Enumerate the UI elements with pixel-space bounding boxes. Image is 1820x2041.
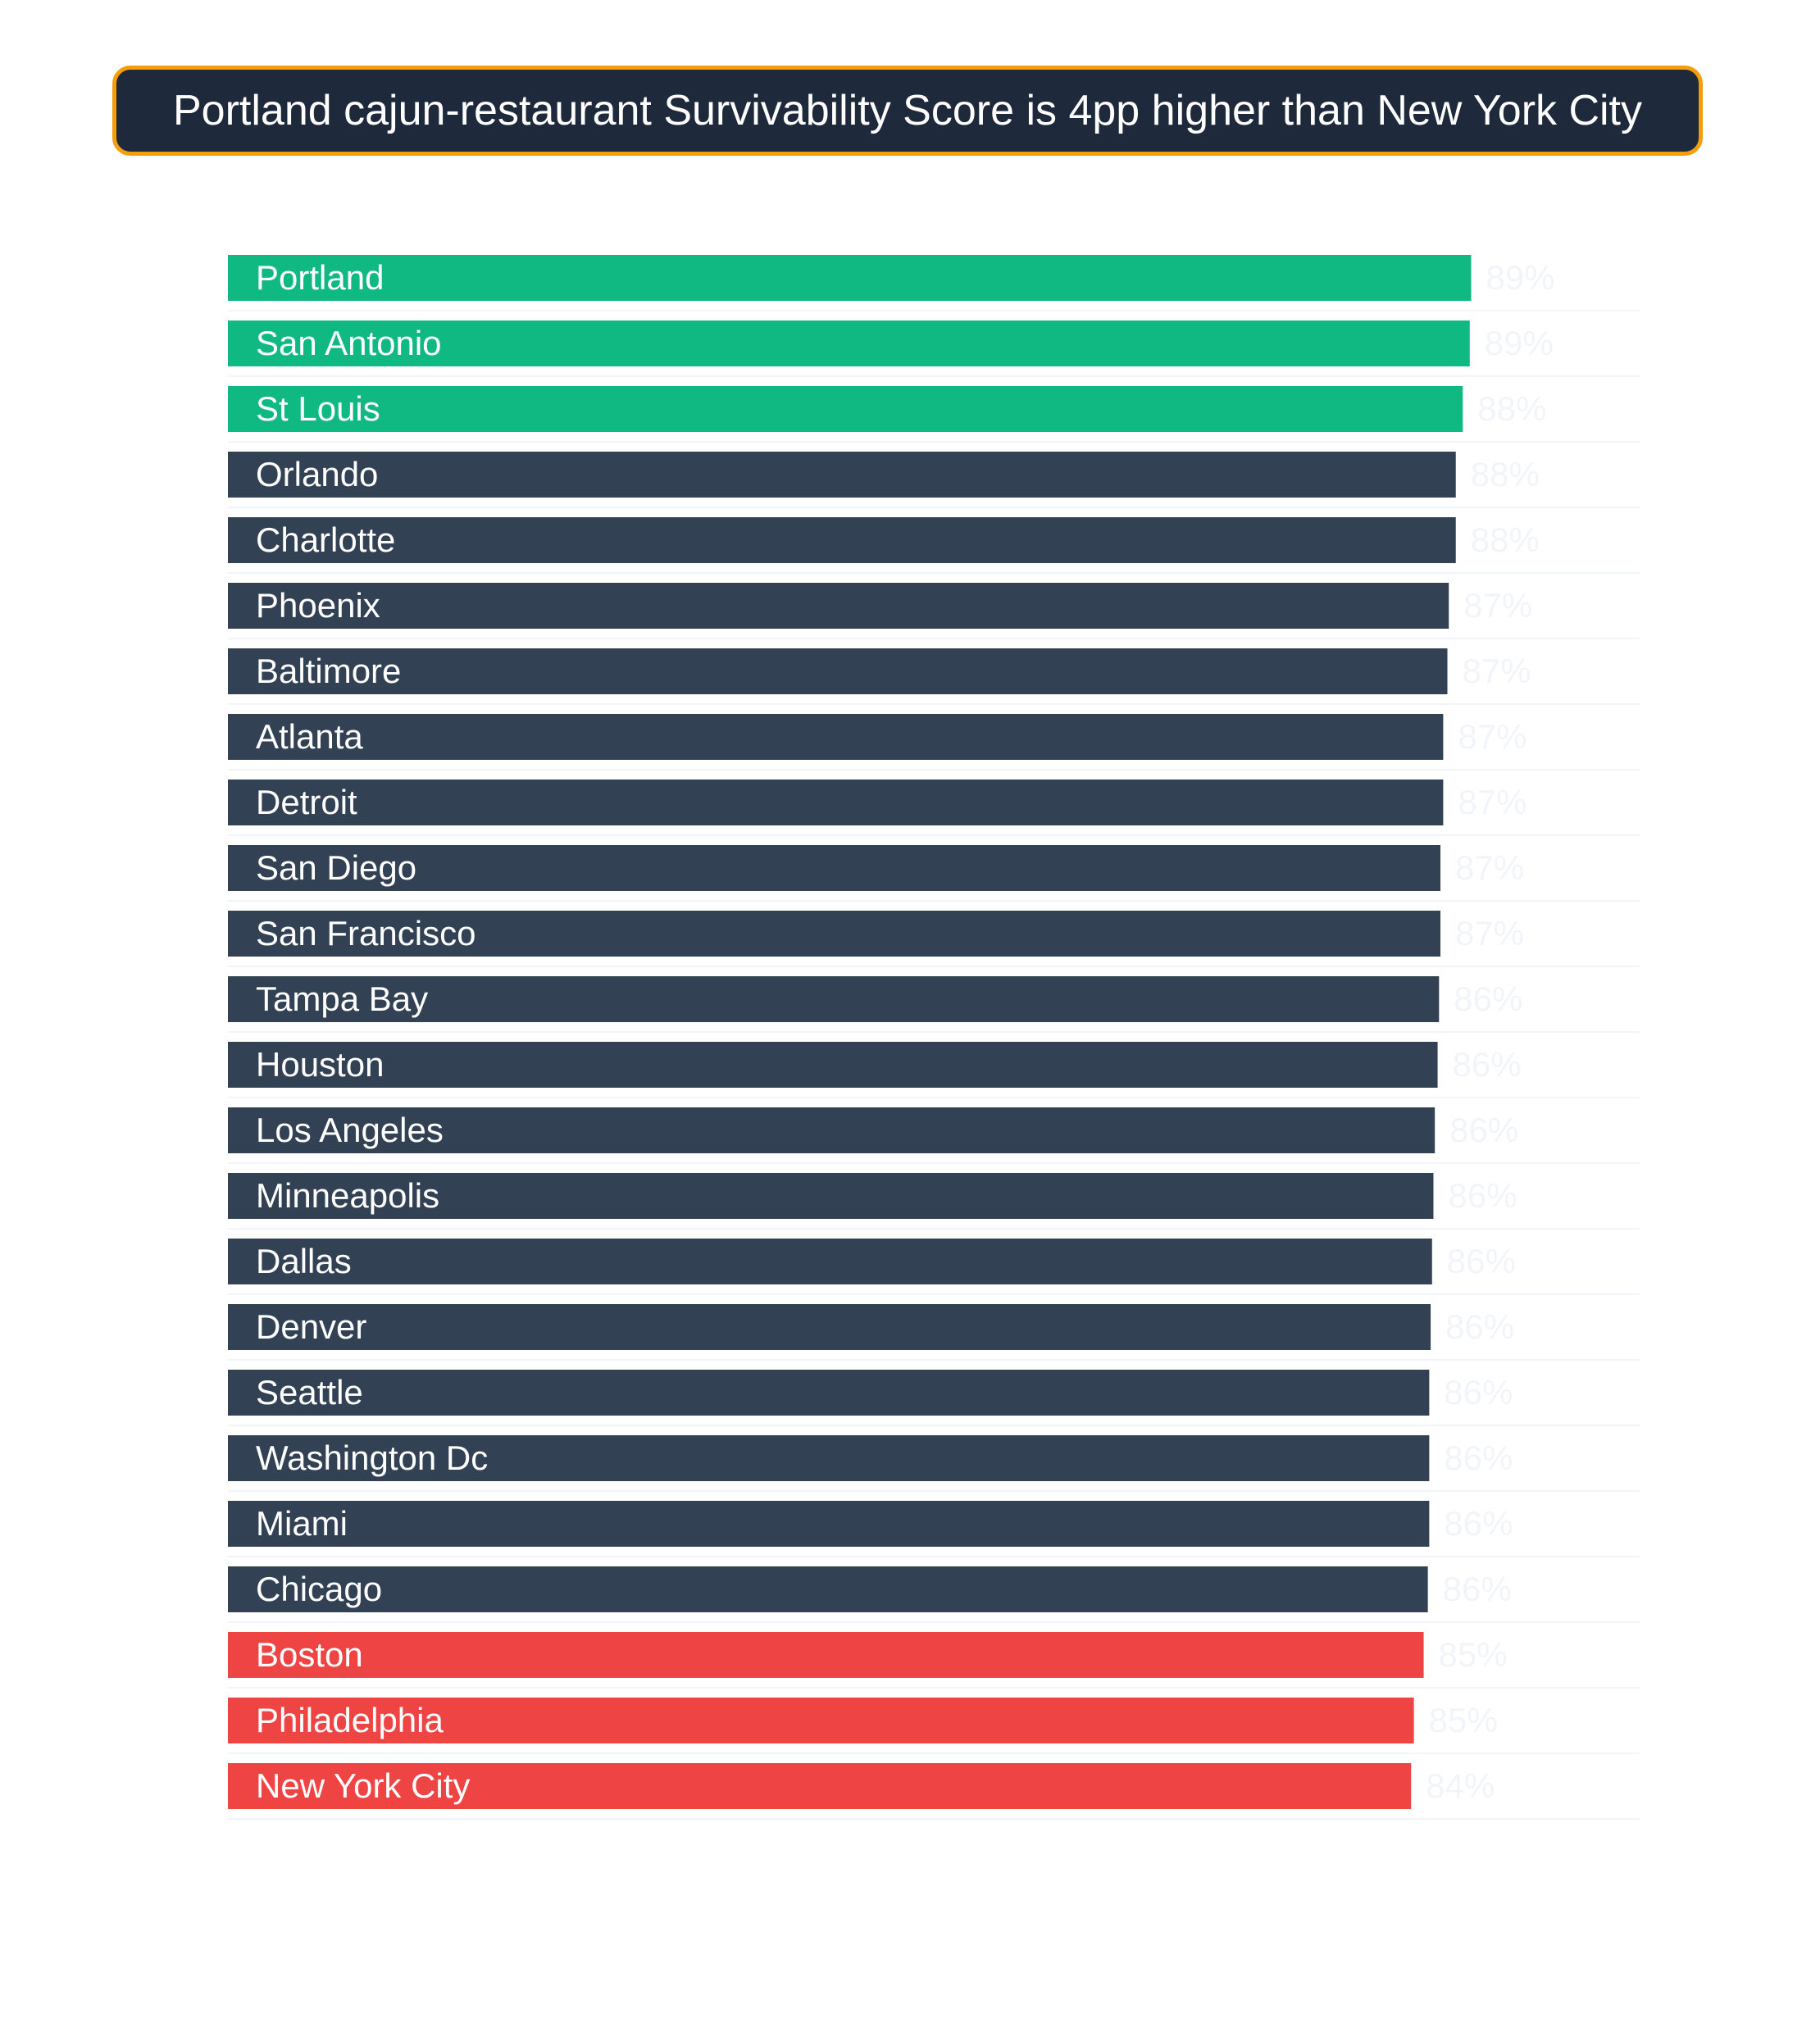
bar bbox=[228, 714, 1443, 760]
bar bbox=[228, 780, 1443, 825]
bar-value-label: 87% bbox=[1454, 914, 1525, 952]
bar-category-label: San Diego bbox=[256, 848, 417, 887]
bar-value-label: 86% bbox=[1442, 1570, 1512, 1608]
bar-category-label: Chicago bbox=[256, 1570, 383, 1608]
bar-category-label: Miami bbox=[256, 1504, 348, 1543]
bar-value-label: 87% bbox=[1462, 652, 1531, 690]
chart-title: Portland cajun-restaurant Survivability Score is 4pp higher than New York City bbox=[172, 87, 1643, 134]
bar bbox=[228, 255, 1471, 301]
bar bbox=[228, 1632, 1424, 1678]
bar bbox=[228, 1239, 1432, 1284]
bar-category-label: Orlando bbox=[256, 455, 379, 493]
bar-category-label: St Louis bbox=[256, 389, 380, 428]
bar-value-label: 86% bbox=[1444, 1373, 1513, 1411]
bar-value-label: 86% bbox=[1454, 980, 1523, 1018]
bar-category-label: Tampa Bay bbox=[256, 980, 429, 1018]
bar-category-label: Dallas bbox=[256, 1242, 352, 1280]
bar-value-label: 89% bbox=[1486, 258, 1555, 297]
bar-value-label: 88% bbox=[1477, 389, 1547, 428]
bar-value-label: 87% bbox=[1454, 848, 1525, 887]
bar-value-label: 86% bbox=[1452, 1045, 1522, 1084]
bar-value-label: 87% bbox=[1463, 586, 1533, 625]
bar-category-label: Boston bbox=[256, 1635, 363, 1674]
bar-value-label: 84% bbox=[1426, 1766, 1495, 1805]
bar-value-label: 86% bbox=[1444, 1439, 1513, 1477]
bar-value-label: 87% bbox=[1458, 783, 1527, 821]
bar-category-label: Atlanta bbox=[256, 717, 363, 756]
bar-category-label: Philadelphia bbox=[256, 1701, 444, 1739]
bar-value-label: 86% bbox=[1446, 1242, 1516, 1280]
bar-category-label: Seattle bbox=[256, 1373, 363, 1411]
bar-category-label: San Francisco bbox=[256, 914, 476, 952]
bar-value-label: 86% bbox=[1448, 1176, 1517, 1215]
bar bbox=[228, 452, 1456, 498]
bar-value-label: 88% bbox=[1470, 520, 1540, 559]
bar-category-label: Denver bbox=[256, 1307, 367, 1346]
bar bbox=[228, 1566, 1428, 1612]
bar-category-label: Detroit bbox=[256, 783, 357, 821]
bar-category-label: Phoenix bbox=[256, 586, 380, 625]
bar-value-label: 87% bbox=[1458, 717, 1527, 756]
bar-value-label: 86% bbox=[1445, 1307, 1515, 1346]
bar-value-label: 86% bbox=[1444, 1504, 1513, 1543]
bar-category-label: Washington Dc bbox=[256, 1439, 489, 1477]
bar-value-label: 85% bbox=[1428, 1701, 1498, 1739]
bar-category-label: Los Angeles bbox=[256, 1111, 444, 1149]
bar-value-label: 89% bbox=[1484, 324, 1554, 362]
bar-value-label: 85% bbox=[1438, 1635, 1508, 1674]
bar-value-label: 88% bbox=[1470, 455, 1540, 493]
bar bbox=[228, 1042, 1438, 1088]
bar bbox=[228, 583, 1449, 629]
bar bbox=[228, 1304, 1431, 1350]
bar bbox=[228, 386, 1463, 432]
bar bbox=[228, 517, 1456, 563]
bar-category-label: Portland bbox=[256, 258, 384, 297]
bar bbox=[228, 648, 1448, 694]
bar-category-label: San Antonio bbox=[256, 324, 442, 362]
bar-category-label: Charlotte bbox=[256, 520, 396, 559]
bar-category-label: Minneapolis bbox=[256, 1176, 440, 1215]
bar-value-label: 86% bbox=[1449, 1111, 1519, 1149]
bar bbox=[228, 1501, 1429, 1547]
bar-category-label: New York City bbox=[256, 1766, 471, 1805]
bar bbox=[228, 1370, 1429, 1416]
bar-category-label: Baltimore bbox=[256, 652, 402, 690]
bar-category-label: Houston bbox=[256, 1045, 384, 1084]
